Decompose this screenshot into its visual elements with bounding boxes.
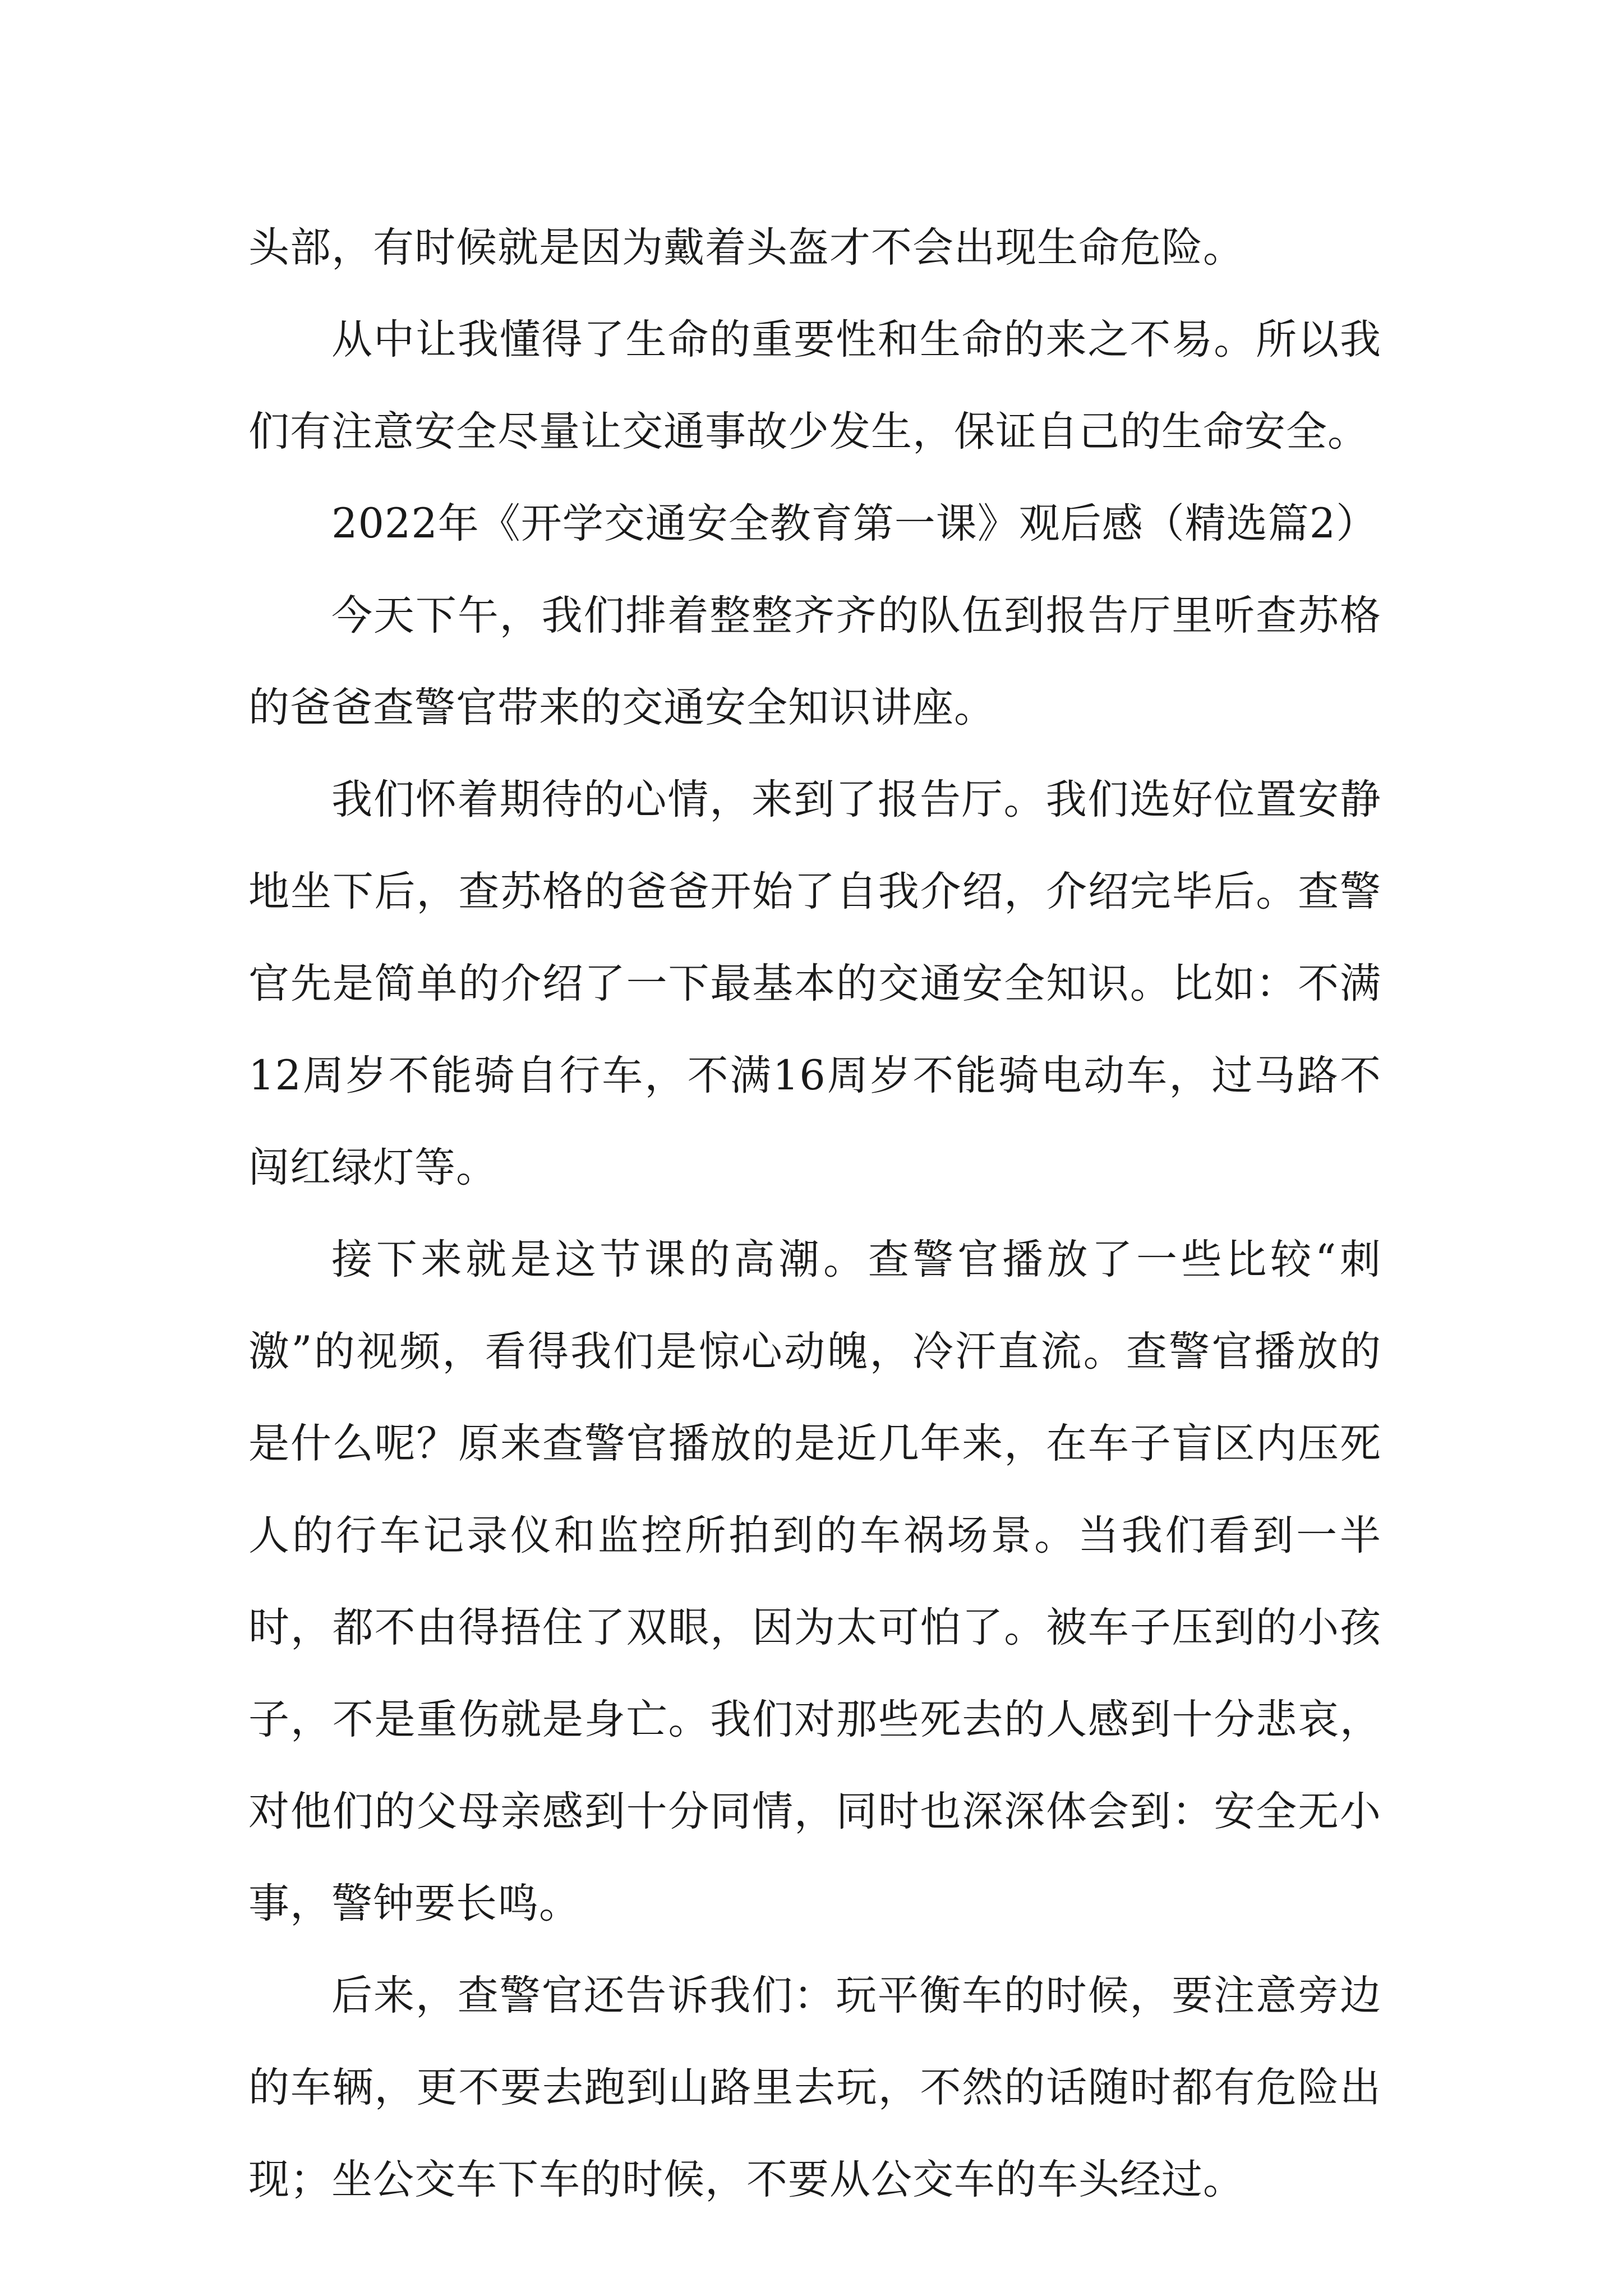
paragraph-7: 后来，查警官还告诉我们：玩平衡车的时候，要注意旁边的车辆，更不要去跑到山路里去玩，不然的话随时都有危险出现；坐公交车下车的时候，不要从公交车的车头经过。	[248, 1972, 1381, 2203]
paragraph-2: 从中让我懂得了生命的重要性和生命的来之不易。所以我们有注意安全尽量让交通事故少发生，保证自己的生命安全。	[248, 316, 1381, 455]
paragraph-5: 我们怀着期待的心情，来到了报告厅。我们选好位置安静地坐下后，查苏格的爸爸开始了自我介绍，介绍完毕后。查警官先是简单的介绍了一下最基本的交通安全知识。比如：不满12周岁不能骑自行车，不满16周岁不能骑电动车，过马路不闯红绿灯等。	[248, 776, 1381, 1191]
document-body	[248, 202, 1381, 2226]
paragraph-6: 接下来就是这节课的高潮。查警官播放了一些比较“刺激”的视频，看得我们是惊心动魄，冷汗直流。查警官播放的是什么呢？原来查警官播放的是近几年来，在车子盲区内压死人的行车记录仪和监控所拍到的车祸场景。当我们看到一半时，都不由得捂住了双眼，因为太可怕了。被车子压到的小孩子，不是重伤就是身亡。我们对那些死去的人感到十分悲哀，对他们的父母亲感到十分同情，同时也深深体会到：安全无小事，警钟要长鸣。	[248, 1236, 1381, 1927]
paragraph-4: 今天下午，我们排着整整齐齐的队伍到报告厅里听查苏格的爸爸查警官带来的交通安全知识讲座。	[248, 592, 1381, 731]
paragraph-1: 头部，有时候就是因为戴着头盔才不会出现生命危险。	[248, 224, 1244, 272]
paragraph-3-heading: 2022年《开学交通安全教育第一课》观后感（精选篇2）	[331, 500, 1378, 547]
